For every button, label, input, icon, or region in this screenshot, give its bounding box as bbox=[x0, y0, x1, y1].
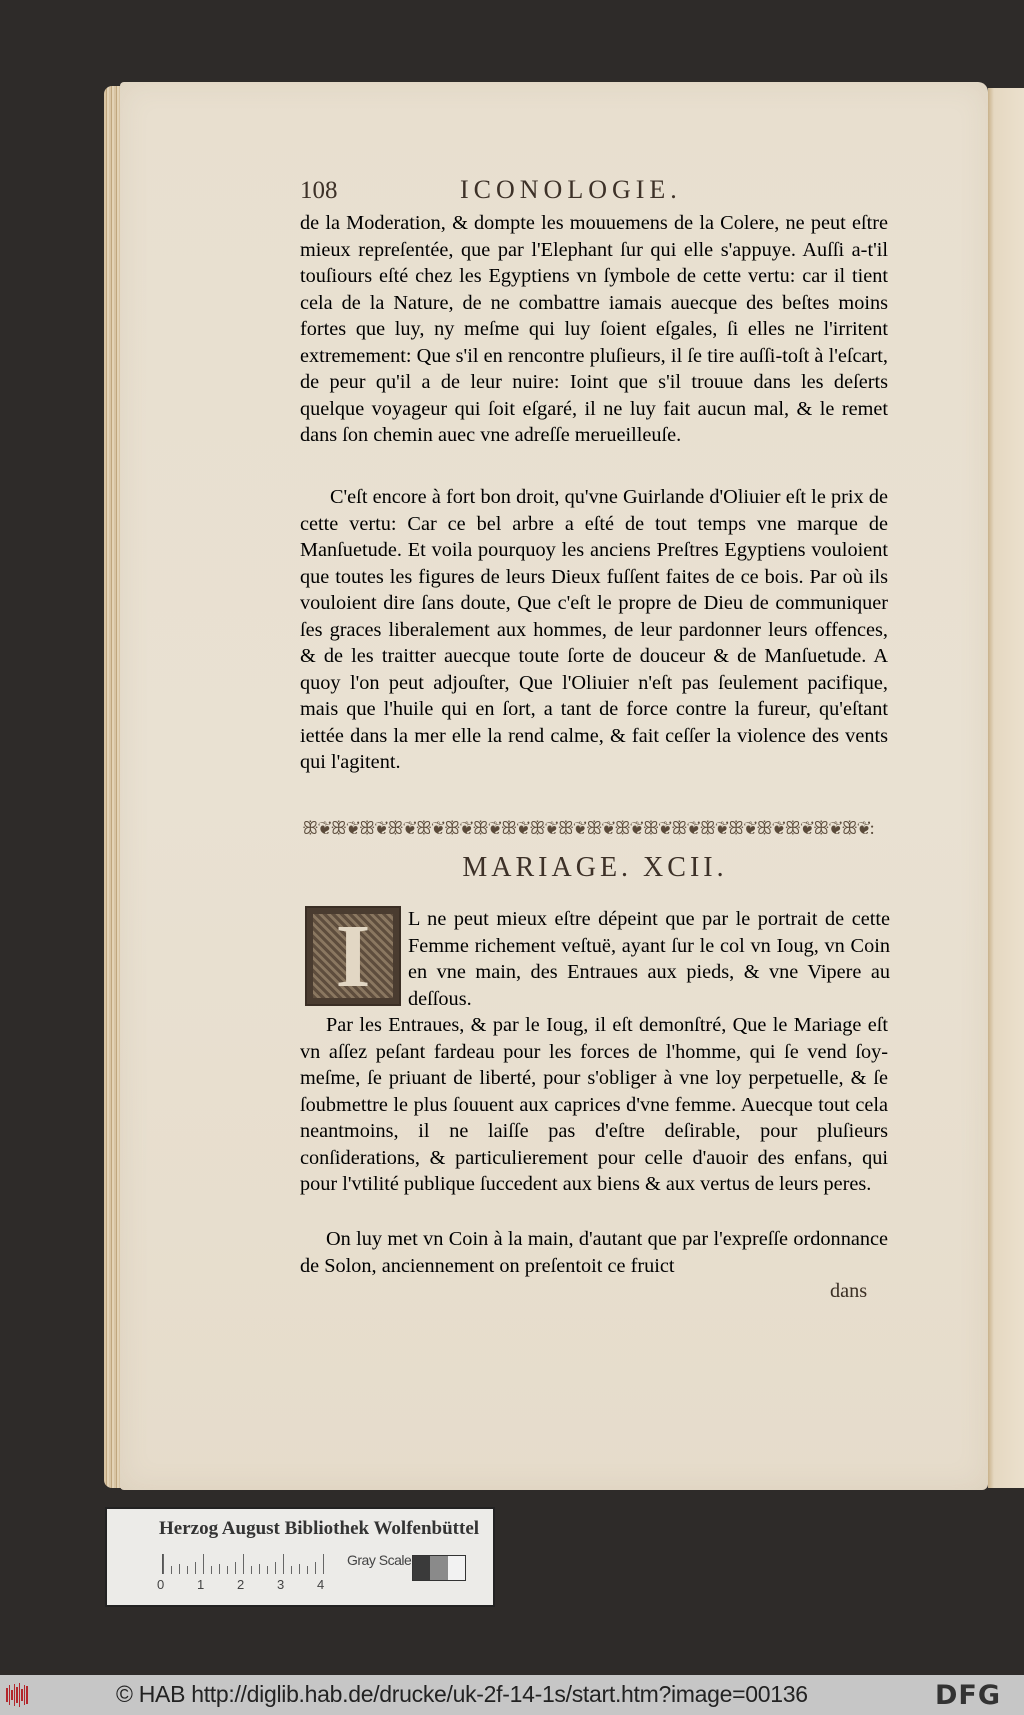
library-color-target bbox=[105, 1507, 495, 1607]
initial-letter: I bbox=[335, 907, 371, 1006]
catchword: dans bbox=[830, 1280, 868, 1302]
hab-logo-icon bbox=[6, 1683, 28, 1707]
library-name: Herzog August Bibliothek Wolfenbüttel bbox=[159, 1518, 480, 1539]
page-number: 108 bbox=[300, 177, 338, 204]
gray-scale-swatches bbox=[412, 1555, 466, 1581]
dfg-logo: DFG bbox=[935, 1680, 1002, 1711]
section-heading: MARIAGE. XCII. bbox=[462, 852, 728, 883]
ruler-number: 3 bbox=[277, 1577, 285, 1592]
paragraph-olive-garland: C'eſt encore à fort bon droit, qu'vne Guirlande d'Oliuier eſt le prix de cette vertu: Car ce bel arbre a eſté de tout temps vne marque de Manſuetude. Et voila pourquoy les anciens Preſtres Egyptiens vouloient que toutes les figures de leurs Dieux fuſſent faites de ce bois. Par où ils vouloient dire ſans doute, Que c'eſt le propre de Dieu de communiquer ſes graces liberalement aux hommes, de leur pardonner leurs offences, & de les traitter auecque toute ſorte de douceur & de Manſuetude. A quoy l'on peut adjouſter, Que l'Oliuier n'eſt pas ſeulement pacifique, mais que l'huile qui en ſort, a tant de force contre la fureur, qu'eſtant iettée dans la mer elle la rend calme, & fait ceſſer la violence des vents qui l'agitent. bbox=[300, 486, 888, 773]
ruler-number: 2 bbox=[237, 1577, 245, 1592]
gray-scale-label: Gray Scale bbox=[347, 1552, 412, 1568]
facing-page-edge bbox=[988, 88, 1024, 1488]
ruler-number: 0 bbox=[157, 1577, 165, 1592]
decorated-initial bbox=[305, 906, 401, 1006]
ruler-number: 1 bbox=[197, 1577, 205, 1592]
ruler-number: 4 bbox=[317, 1577, 325, 1592]
source-url[interactable]: © HAB http://diglib.hab.de/drucke/uk-2f-14-1s/start.htm?image=00136 bbox=[116, 1681, 808, 1707]
swatch-light bbox=[448, 1556, 465, 1580]
scale-ruler bbox=[162, 1554, 323, 1574]
paragraph-coin: On luy met vn Coin à la main, d'autant que par l'expreſſe ordonnance de Solon, anciennement on preſentoit ce fruict bbox=[300, 1228, 888, 1277]
footer-bar bbox=[0, 1675, 1024, 1715]
swatch-dark bbox=[413, 1556, 430, 1580]
running-title: ICONOLOGIE. bbox=[460, 175, 682, 204]
paragraph-mariage-intro: L ne peut mieux eſtre dépeint que par le portrait de cette Femme richement veſtuë, ayant ſur le col vn Ioug, vn Coin en vne main, des Entraues aux pieds, & vne Vipere au deſſous. bbox=[408, 908, 890, 1010]
paragraph-moderation: de la Moderation, & dompte les mouuemens de la Colere, ne peut eſtre mieux repreſentée, que par l'Elephant ſur qui elle s'appuye. Auſſi a-t'il touſiours eſté chez les Egyptiens vn ſymbole de cette vertu: car il tient cela de la Nature, de ne combattre iamais auecque des beſtes moins fortes que luy, ny meſme qui luy ſoient eſgales, ſi elles ne l'irritent extremement: Que s'il en rencontre pluſieurs, il ſe tire auſſi-toſt à l'eſcart, de peur qu'il a de leur nuire: Ioint que s'il trouue dans les deſerts quelque voyageur qui ſoit eſgaré, il ne luy fait aucun mal, & le remet dans ſon chemin auec vne adreſſe merueilleuſe. bbox=[300, 212, 888, 446]
swatch-mid bbox=[430, 1556, 447, 1580]
ornamental-divider: ꕥ❦ꕥ❦ꕥ❦ꕥ❦ꕥ❦ꕥ❦ꕥ❦ꕥ❦ꕥ❦ꕥ❦ꕥ❦ꕥ❦ꕥ❦ꕥ❦ꕥ❦ꕥ❦ꕥ❦ꕥ❦ꕥ❦ꕥ❦: bbox=[302, 818, 874, 838]
running-head bbox=[300, 177, 890, 207]
ruler-numbers bbox=[155, 1577, 335, 1595]
paragraph-entraues: Par les Entraues, & par le Ioug, il eſt demonſtré, Que le Mariage eſt vn aſſez peſant fardeau pour les forces de l'homme, qui ſe vend ſoy-meſme, ſe priuant de liberté, pour s'obliger à vne loy perpetuelle, & ſe ſoubmettre le plus ſouuent aux caprices d'vne femme. Auecque tout cela neantmoins, il ne laiſſe pas d'eſtre deſirable, pour pluſieurs conſiderations, & particulierement pour celle d'auoir des enfans, qui pour l'vtilité publique ſuccedent aux biens & aux vertus de leurs peres. bbox=[300, 1014, 888, 1195]
